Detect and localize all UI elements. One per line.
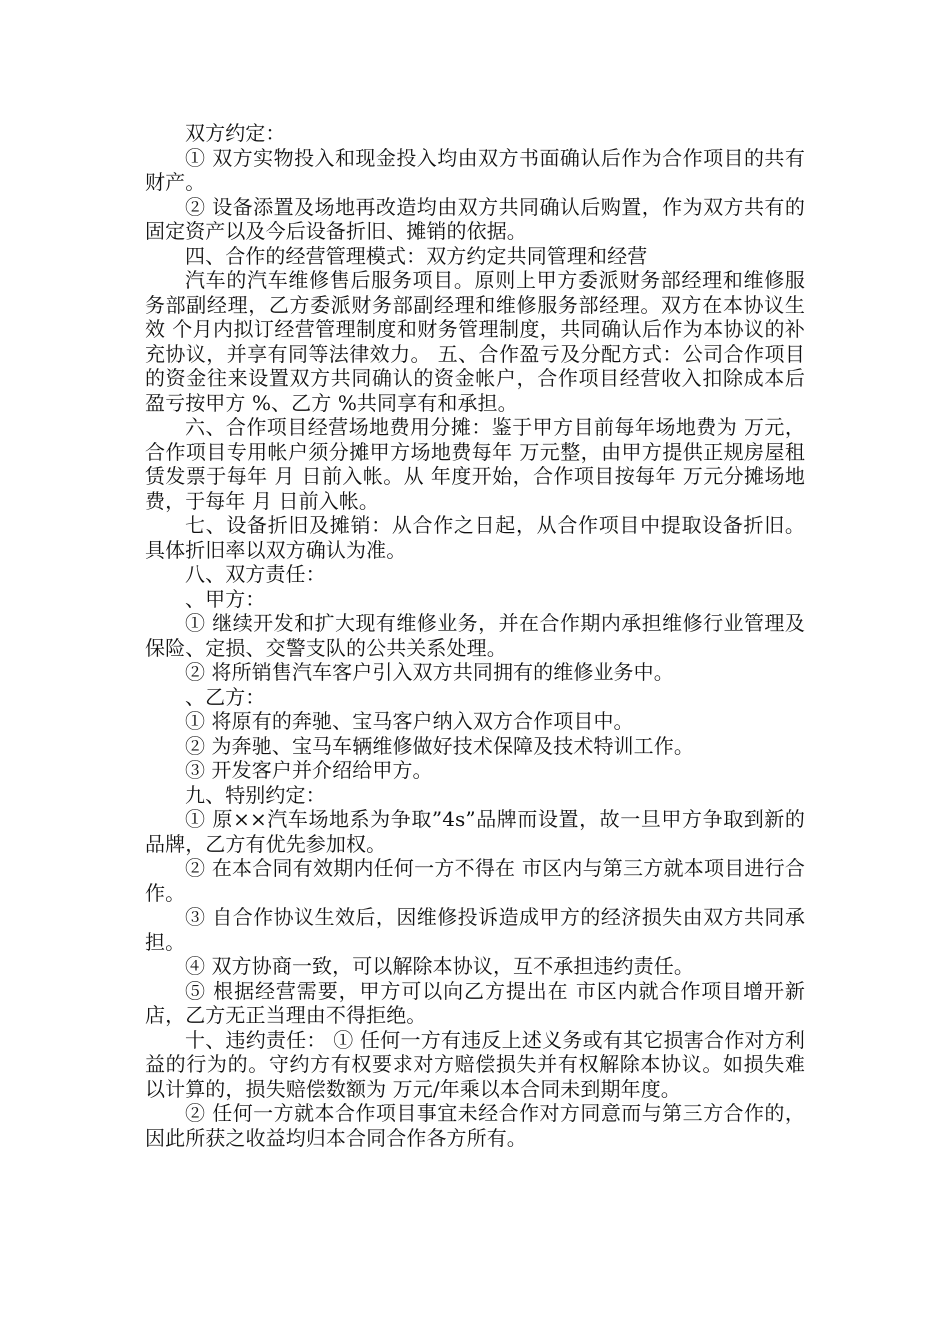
paragraph-special-item-3: ③ 自合作协议生效后，因维修投诉造成甲方的经济损失由双方共同承担。 [145, 905, 805, 954]
paragraph-section-8-heading: 八、双方责任： [185, 562, 326, 586]
paragraph-section-4-heading: 四、合作的经营管理模式：双方约定共同管理和经营 [185, 243, 648, 268]
paragraph-special-item-4: ④ 双方协商一致，可以解除本协议，互不承担违约责任。 [185, 954, 694, 978]
paragraph-investment-property: ① 双方实物投入和现金投入均由双方书面确认后作为合作项目的共有财产。 [145, 145, 805, 194]
paragraph-party-b-item-1: ① 将原有的奔驰、宝马客户纳入双方合作项目中。 [185, 709, 634, 733]
paragraph-section-10-breach: 十、违约责任： ① 任何一方有违反上述义务或有其它损害合作对方利益的行为的。守约方有权要求对方赔偿损失并有权解除本协议。如损失难以计算的，损失赔偿数额为 万元/年乘以本合同未到期年度。 [145, 1027, 805, 1101]
paragraph-special-item-2: ② 在本合同有效期内任何一方不得在 市区内与第三方就本项目进行合作。 [145, 856, 805, 905]
paragraph-management-and-profit: 汽车的汽车维修售后服务项目。原则上甲方委派财务部经理和维修服务部副经理，乙方委派财务部副经理和维修服务部经理。双方在本协议生效 个月内拟订经营管理制度和财务管理制度，共同确认后作为本协议的补充协议，并享有同等法律效力。 五、合作盈亏及分配方式：公司合作项目的资金往来设置双方共同确认的资金帐户，合作项目经营收入扣除成本后盈亏按甲方 %、乙方 %共同享有和承担。 [145, 268, 805, 415]
paragraph-party-b-heading: 、乙方： [185, 684, 266, 709]
paragraph-party-b-item-2: ② 为奔驰、宝马车辆维修做好技术保障及技术特训工作。 [185, 733, 694, 758]
paragraph-section-7-depreciation: 七、设备折旧及摊销：从合作之日起，从合作项目中提取设备折旧。具体折旧率以双方确认为准。 [145, 513, 805, 562]
paragraph-special-item-5: ⑤ 根据经营需要，甲方可以向乙方提出在 市区内就合作项目增开新店，乙方无正当理由不得拒绝。 [145, 978, 805, 1027]
paragraph-party-b-item-3: ③ 开发客户并介绍给甲方。 [185, 758, 433, 782]
paragraph-party-a-heading: 、甲方： [185, 586, 266, 611]
paragraph-section-9-heading: 九、特别约定： [185, 782, 326, 807]
paragraph-breach-item-2: ② 任何一方就本合作项目事宜未经合作对方同意而与第三方合作的，因此所获之收益均归本合同合作各方所有。 [145, 1101, 805, 1150]
document-body [145, 121, 805, 1150]
paragraph-party-a-item-1: ① 继续开发和扩大现有维修业务，并在合作期内承担维修行业管理及保险、定损、交警支队的公共关系处理。 [145, 611, 805, 660]
paragraph-section-6-site-fees: 六、合作项目经营场地费用分摊：鉴于甲方目前每年场地费为 万元，合作项目专用帐户须分摊甲方场地费每年 万元整，由甲方提供正规房屋租赁发票于每年 月 日前入帐。从 年度开始，合作项目按每年 万元分摊场地费，于每年 月 日前入帐。 [145, 415, 805, 513]
paragraph-special-item-1: ① 原××汽车场地系为争取”4s”品牌而设置，故一旦甲方争取到新的品牌，乙方有优先参加权。 [145, 807, 805, 856]
paragraph-party-a-item-2: ② 将所销售汽车客户引入双方共同拥有的维修业务中。 [185, 660, 674, 684]
paragraph-agreement-heading: 双方约定： [185, 121, 286, 145]
paragraph-equipment-assets: ② 设备添置及场地再改造均由双方共同确认后购置，作为双方共有的固定资产以及今后设备折旧、摊销的依据。 [145, 194, 805, 243]
